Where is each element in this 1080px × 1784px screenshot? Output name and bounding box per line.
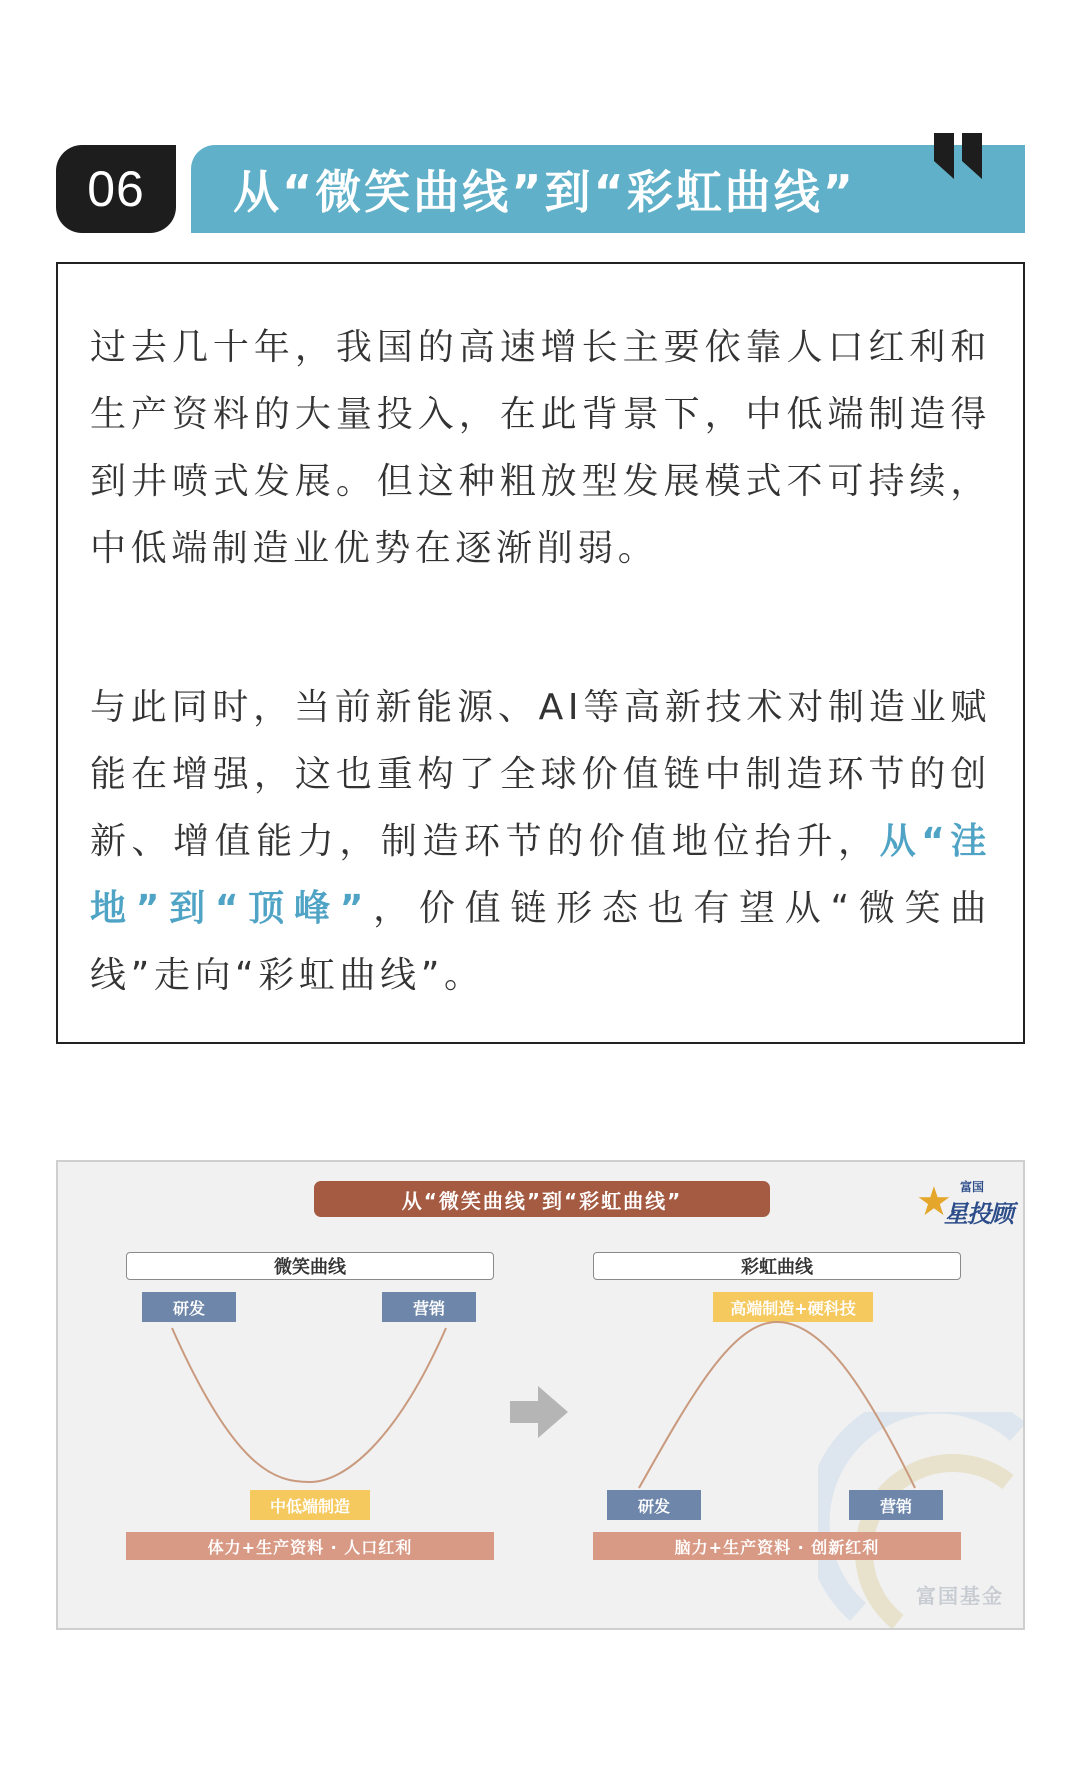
section-title-bar [191,145,1025,233]
logo-main-text: 星投顾 [944,1200,1013,1228]
rainbow-tag-marketing [849,1490,943,1520]
smile-tag-marketing-label: 营销 [412,1298,445,1318]
figure-title: 从“微笑曲线”到“彩虹曲线” [401,1188,683,1213]
paragraph-2-highlight: 从“洼地”到“顶峰” [90,821,991,929]
smile-tag-rnd-label: 研发 [172,1298,205,1318]
rainbow-curve-line [593,1282,961,1512]
brand-logo [916,1174,1016,1234]
value-chain-infographic [56,1160,1025,1630]
rainbow-tag-rnd-label: 研发 [637,1496,670,1516]
paragraph-2 [90,674,991,1009]
smile-curve-line [126,1282,494,1512]
section-number: 06 [87,161,145,217]
section-title: 从“微笑曲线”到“彩虹曲线” [233,165,856,219]
logo-top-text: 富国 [960,1180,985,1194]
section-number-badge [56,145,176,233]
smile-curve-heading: 微笑曲线 [274,1257,346,1278]
right-arrow-icon [510,1384,570,1440]
watermark-text: 富国基金 [916,1584,1004,1608]
star-icon: ★ [916,1179,952,1225]
rainbow-tag-highend-label: 高端制造+硬科技 [730,1298,856,1318]
rainbow-tag-marketing-label: 营销 [879,1496,912,1516]
paragraph-1: 过去几十年，我国的高速增长主要依靠人口红利和生产资料的大量投入，在此背景下，中低端制造得到井喷式发展。但这种粗放型发展模式不可持续，中低端制造业优势在逐渐削弱。 [90,327,991,569]
rainbow-curve-footer-label: 脑力+生产资料 · 创新红利 [674,1537,880,1557]
paragraph-2-lead: 与此同时，当前新能源、AI等高新技术对制造业赋能在增强，这也重构了全球价值链中制造环节的创新、增值能力，制造环节的价值地位抬升， [90,687,991,862]
quote-mark-icon [932,133,986,179]
figure-title-banner [314,1181,770,1217]
smile-curve-footer [126,1532,494,1560]
paragraph-2-tail: ，价值链形态也有望从“微笑曲线”走向“彩虹曲线”。 [90,888,991,996]
rainbow-curve-heading-box [593,1252,961,1280]
rainbow-curve-panel [593,1252,963,1557]
rainbow-tag-rnd [607,1490,701,1520]
article-text-box [56,262,1025,1044]
rainbow-curve-heading: 彩虹曲线 [741,1257,813,1278]
smile-curve-heading-box [126,1252,494,1280]
rainbow-curve-footer [593,1532,961,1560]
smile-tag-lowend-manufacturing [250,1490,370,1520]
smile-curve-panel [126,1252,496,1557]
smile-tag-lowend-label: 中低端制造 [269,1496,350,1516]
smile-curve-footer-label: 体力+生产资料 · 人口红利 [207,1537,413,1557]
